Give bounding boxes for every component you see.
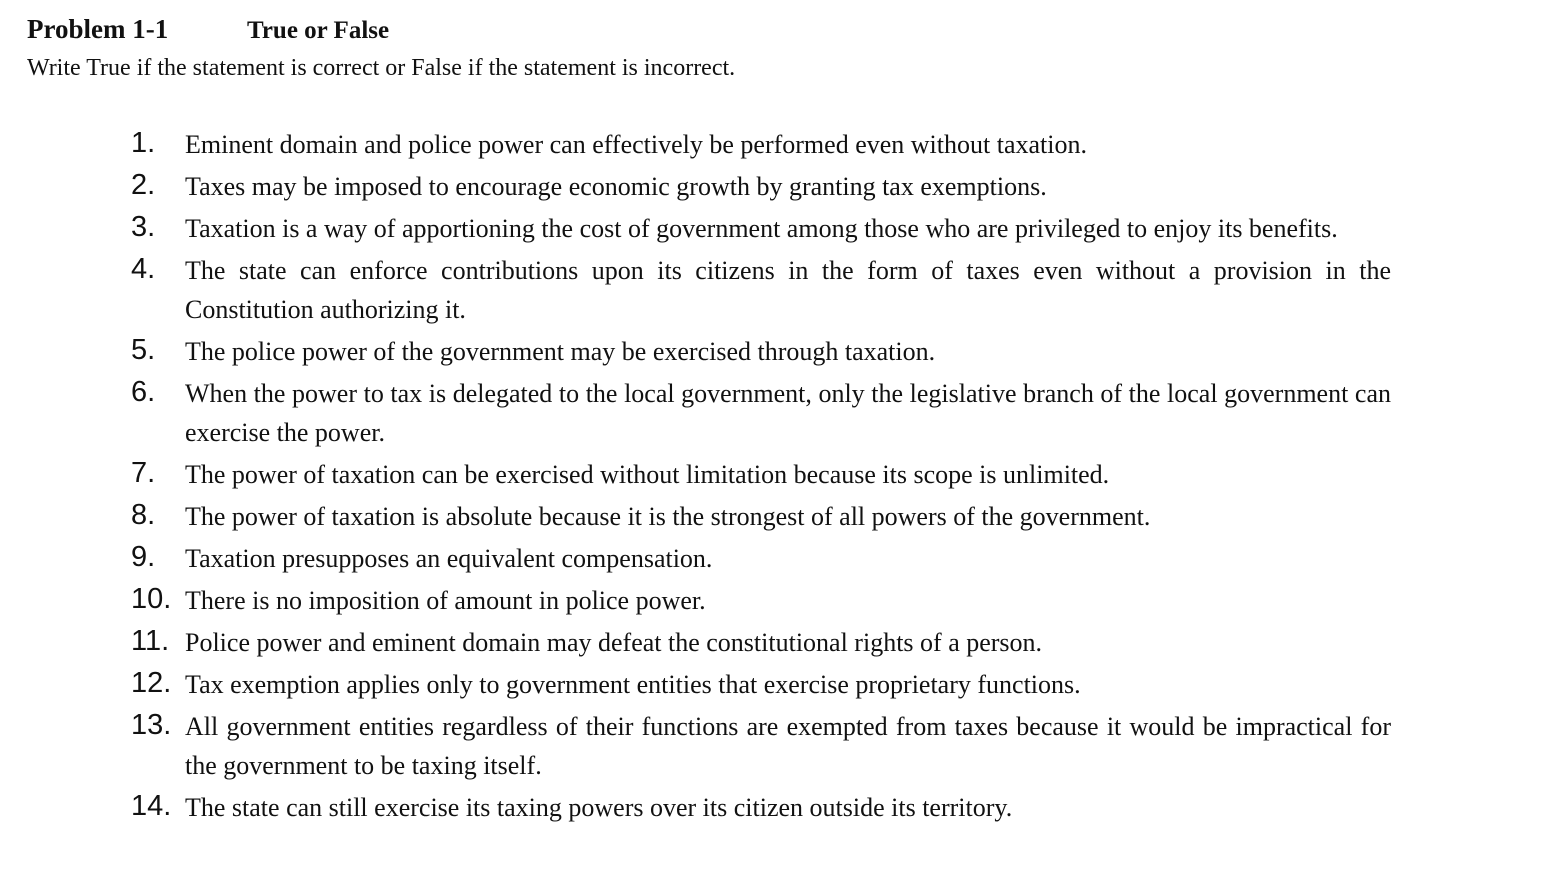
question-number: 6.	[131, 376, 156, 408]
question-text: Taxation is a way of apportioning the cost of government among those who are privileged to enjoy its benefits.	[185, 214, 1338, 243]
instructions: Write True if the statement is correct or False if the statement is incorrect.	[27, 55, 736, 81]
question-number: 12.	[131, 667, 172, 699]
question-item	[131, 707, 1391, 785]
question-text: When the power to tax is delegated to the local government, only the legislative branch of the local government can exercise the power.	[185, 379, 1391, 447]
question-item	[131, 209, 1391, 248]
question-number: 14.	[131, 790, 172, 822]
question-item	[131, 539, 1391, 578]
question-text: The police power of the government may be exercised through taxation.	[185, 337, 936, 366]
question-number: 11.	[131, 625, 170, 657]
question-item	[131, 623, 1391, 662]
question-item	[131, 125, 1391, 164]
question-text: There is no imposition of amount in police power.	[185, 586, 706, 615]
question-item	[131, 455, 1391, 494]
question-number: 9.	[131, 541, 156, 573]
question-text: Police power and eminent domain may defeat the constitutional rights of a person.	[185, 628, 1043, 657]
question-text: Eminent domain and police power can effectively be performed even without taxation.	[185, 130, 1087, 159]
question-item	[131, 581, 1391, 620]
question-text: The state can still exercise its taxing powers over its citizen outside its territory.	[185, 793, 1013, 822]
question-number: 2.	[131, 169, 156, 201]
question-number: 7.	[131, 457, 156, 489]
problem-header	[27, 14, 389, 45]
question-text: Taxation presupposes an equivalent compensation.	[185, 544, 713, 573]
question-text: The power of taxation is absolute because it is the strongest of all powers of the government.	[185, 502, 1151, 531]
question-text: The state can enforce contributions upon its citizens in the form of taxes even without a provision in the Constitution authorizing it.	[185, 256, 1391, 324]
question-number: 1.	[131, 127, 156, 159]
problem-topic: True or False	[247, 17, 390, 44]
question-item	[131, 665, 1391, 704]
question-item	[131, 167, 1391, 206]
question-item	[131, 497, 1391, 536]
question-item	[131, 788, 1391, 827]
question-text: The power of taxation can be exercised without limitation because its scope is unlimited.	[185, 460, 1110, 489]
question-item	[131, 374, 1391, 452]
question-item	[131, 251, 1391, 329]
problem-label: Problem 1-1	[27, 14, 169, 44]
question-number: 4.	[131, 253, 156, 285]
question-item	[131, 332, 1391, 371]
question-number: 8.	[131, 499, 156, 531]
question-text: Tax exemption applies only to government entities that exercise proprietary functions.	[185, 670, 1081, 699]
question-number: 3.	[131, 211, 156, 243]
question-number: 13.	[131, 709, 172, 741]
question-text: All government entities regardless of their functions are exempted from taxes because it would be impractical for the government to be taxing itself.	[185, 712, 1391, 780]
question-number: 10.	[131, 583, 172, 615]
question-list	[131, 125, 1391, 830]
question-number: 5.	[131, 334, 156, 366]
question-text: Taxes may be imposed to encourage economic growth by granting tax exemptions.	[185, 172, 1047, 201]
